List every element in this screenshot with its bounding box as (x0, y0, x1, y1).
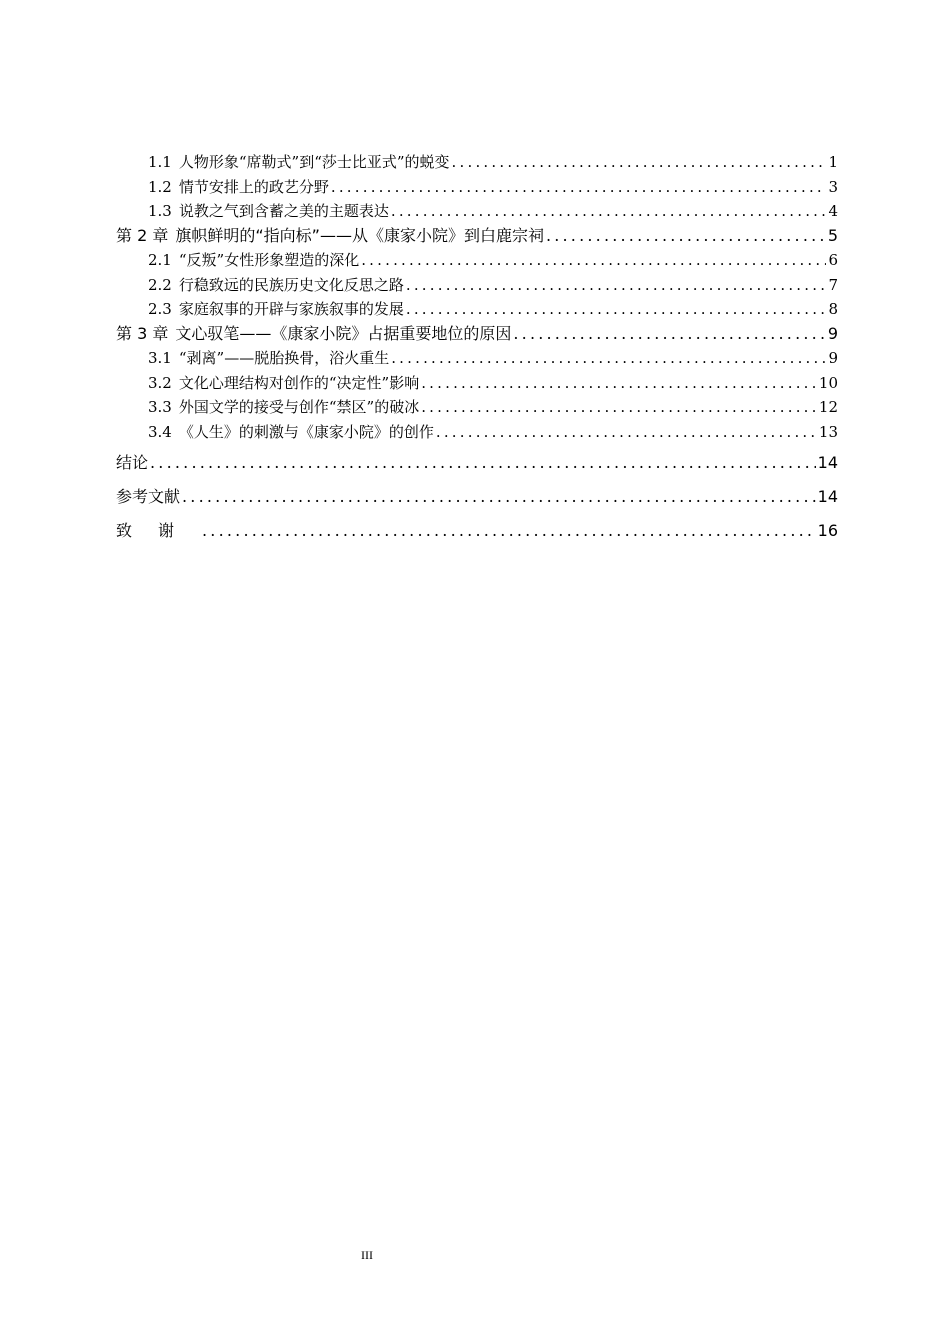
toc-entry-number: 1.2 (148, 177, 172, 196)
toc-entry-number: 1.1 (148, 153, 172, 171)
dot-leader (406, 273, 827, 298)
toc-chapter-page: 5 (827, 225, 838, 245)
toc-entry-title: “剥离”——脱胎换骨，浴火重生 (178, 349, 390, 367)
dot-leader (513, 322, 825, 347)
toc-references-page: 14 (817, 487, 838, 506)
toc-entry-title: 外国文学的接受与创作“禁区”的破冰 (178, 398, 420, 416)
toc-entry-page: 9 (828, 349, 838, 367)
toc-acknowledgements[interactable] (116, 514, 838, 548)
dot-leader (150, 446, 816, 480)
toc-entry-number: 3.2 (148, 373, 172, 392)
toc-entry-1-3[interactable] (116, 199, 838, 224)
dot-leader (546, 224, 826, 249)
toc-conclusion[interactable] (116, 446, 838, 480)
toc-entry-2-2[interactable] (116, 273, 838, 298)
dot-leader (202, 514, 816, 548)
dot-leader (391, 346, 826, 371)
toc-entry-title: 人物形象“席勒式”到“莎士比亚式”的蜕变 (178, 153, 450, 171)
toc-entry-page: 4 (828, 202, 838, 220)
toc-entry-page: 6 (828, 251, 838, 269)
toc-entry-1-1[interactable] (116, 150, 838, 175)
toc-entry-title: “反叛”女性形象塑造的深化 (178, 251, 360, 269)
toc-entry-title: 情节安排上的政艺分野 (178, 177, 329, 196)
toc-entry-2-1[interactable] (116, 248, 838, 273)
toc-entry-title: 文化心理结构对创作的“决定性”影响 (178, 373, 420, 392)
dot-leader (406, 297, 827, 322)
dot-leader (182, 480, 816, 514)
toc-entry-page: 3 (828, 177, 838, 196)
toc-chapter-number: 第 2 章 (116, 225, 169, 245)
toc-entry-page: 8 (828, 300, 838, 318)
toc-entry-1-2[interactable] (116, 175, 838, 200)
toc-entry-number: 1.3 (148, 202, 172, 220)
toc-conclusion-page: 14 (817, 453, 838, 472)
toc-entry-number: 3.1 (148, 349, 172, 367)
toc-entry-page: 1 (828, 153, 838, 171)
table-of-contents (116, 150, 838, 548)
toc-chapter-2[interactable] (116, 224, 838, 249)
toc-entry-3-2[interactable] (116, 371, 838, 396)
toc-entry-number: 3.4 (148, 422, 172, 441)
toc-chapter-number: 第 3 章 (116, 323, 169, 343)
toc-entry-page: 7 (828, 275, 838, 294)
dot-leader (421, 371, 817, 396)
toc-entry-number: 2.2 (148, 275, 172, 294)
toc-references-title: 参考文献 (116, 487, 181, 506)
toc-entry-number: 2.3 (148, 300, 172, 318)
dot-leader (361, 248, 826, 273)
page-number-footer: III (361, 1248, 373, 1262)
toc-entry-3-1[interactable] (116, 346, 838, 371)
toc-entry-title: 《人生》的刺激与《康家小院》的创作 (178, 422, 434, 441)
toc-entry-page: 12 (818, 398, 838, 416)
toc-acknowledgements-page: 16 (817, 521, 838, 540)
toc-chapter-3[interactable] (116, 322, 838, 347)
toc-entry-page: 10 (818, 373, 838, 392)
toc-acknowledgements-title: 致谢 (116, 521, 201, 540)
toc-entry-number: 2.1 (148, 251, 172, 269)
toc-entry-2-3[interactable] (116, 297, 838, 322)
toc-chapter-title: 文心驭笔——《康家小院》占据重要地位的原因 (175, 323, 512, 343)
toc-entry-title: 说教之气到含蓄之美的主题表达 (178, 202, 389, 220)
toc-references[interactable] (116, 480, 838, 514)
dot-leader (436, 420, 817, 445)
toc-entry-number: 3.3 (148, 398, 172, 416)
toc-chapter-page: 9 (827, 323, 838, 343)
toc-chapter-title: 旗帜鲜明的“指向标”——从《康家小院》到白鹿宗祠 (175, 225, 544, 245)
toc-entry-title: 行稳致远的民族历史文化反思之路 (178, 275, 404, 294)
toc-entry-3-3[interactable] (116, 395, 838, 420)
toc-conclusion-title: 结论 (116, 453, 149, 472)
toc-entry-title: 家庭叙事的开辟与家族叙事的发展 (178, 300, 404, 318)
dot-leader (391, 199, 827, 224)
toc-entry-page: 13 (818, 422, 838, 441)
dot-leader (421, 395, 817, 420)
dot-leader (452, 150, 827, 175)
toc-entry-3-4[interactable] (116, 420, 838, 445)
dot-leader (331, 175, 827, 200)
